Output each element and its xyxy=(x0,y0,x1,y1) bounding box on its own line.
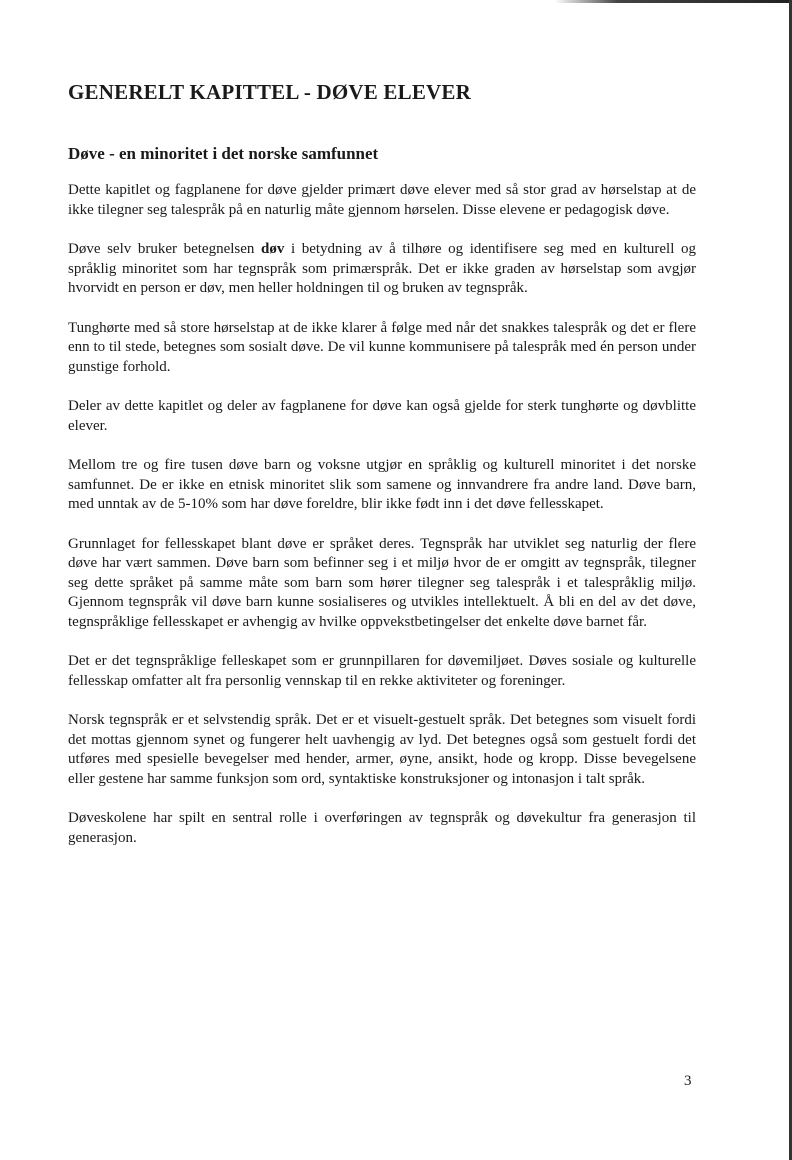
paragraph-1: Dette kapitlet og fagplanene for døve gjelder primært døve elever med så stor grad av hørselstap at de ikke tilegner seg talespråk på en naturlig måte gjennom hørselen. Disse elevene er pedagogisk døve. xyxy=(68,182,696,218)
paragraph-6: Grunnlaget for fellesskapet blant døve er språket deres. Tegnspråk har utviklet seg naturlig der flere døve har vært sammen. Døve barn som befinner seg i et miljø hvor de er omgitt av tegnspråk, tilegner seg dette språket på samme måte som barn som hører tilegner seg talespråk i et talespråklig miljø. Gjennom tegnspråk vil døve barn kunne sosialiseres og utvikles intellektuelt. Å bli en del av det døve, tegnspråklige fellesskapet er avhengig av hvilke oppvekstbetingelser det enkelte døve barnet får. xyxy=(68,535,696,630)
document-body xyxy=(68,78,696,848)
paragraph-3: Tunghørte med så store hørselstap at de ikke klarer å følge med når det snakkes talespråk og det er flere enn to til stede, betegnes som sosialt døve. De vil kunne kommunisere på talespråk med én person under gunstige forhold. xyxy=(68,319,696,375)
paragraph-2 xyxy=(68,240,696,299)
paragraph-7: Det er det tegnspråklige felleskapet som er grunnpillaren for døvemiljøet. Døves sosiale og kulturelle fellesskap omfatter alt fra personlig vennskap til en rekke aktiviteter og foreninger. xyxy=(68,653,696,689)
paragraph-2-lead: Døve selv bruker betegnelsen xyxy=(68,241,262,257)
scan-edge-top xyxy=(0,0,792,3)
paragraph-5: Mellom tre og fire tusen døve barn og voksne utgjør en språklig og kulturell minoritet i det norske samfunnet. De er ikke en etnisk minoritet slik som samene og innvandrere fra andre land. Døve barn, med unntak av de 5-10% som har døve foreldre, blir ikke født inn i det døve fellesskapet. xyxy=(68,457,696,512)
emphasis-term: døv xyxy=(261,241,285,257)
paragraph-2-rest: i betydning av å tilhøre og identifisere seg med en kulturell og språklig minoritet som har tegnspråk som primærspråk. Det er ikke graden av hørselstap som avgjør hvorvidt en person er døv, men heller holdningen til og bruken av tegnspråk. xyxy=(68,241,696,296)
paragraph-8: Norsk tegnspråk er et selvstendig språk. Det er et visuelt-gestuelt språk. Det betegnes som visuelt fordi det mottas gjennom synet og fungerer helt uavhengig av lyd. Det betegnes også som gestuelt fordi det utføres med spesielle bevegelser med hender, armer, øyne, ansikt, hode og kropp. Disse bevegelsene eller gestene har samme funksjon som ord, syntaktiske konstruksjoner og intonasjon i talt språk. xyxy=(68,712,696,787)
paragraph-9: Døveskolene har spilt en sentral rolle i overføringen av tegnspråk og døvekultur fra generasjon til generasjon. xyxy=(68,810,696,846)
page-number: 3 xyxy=(684,1073,692,1089)
paragraph-4: Deler av dette kapitlet og deler av fagplanene for døve kan også gjelde for sterk tunghørte og døvblitte elever. xyxy=(68,398,696,434)
chapter-title: GENERELT KAPITTEL - DØVE ELEVER xyxy=(68,80,471,104)
section-heading: Døve - en minoritet i det norske samfunnet xyxy=(68,144,379,163)
